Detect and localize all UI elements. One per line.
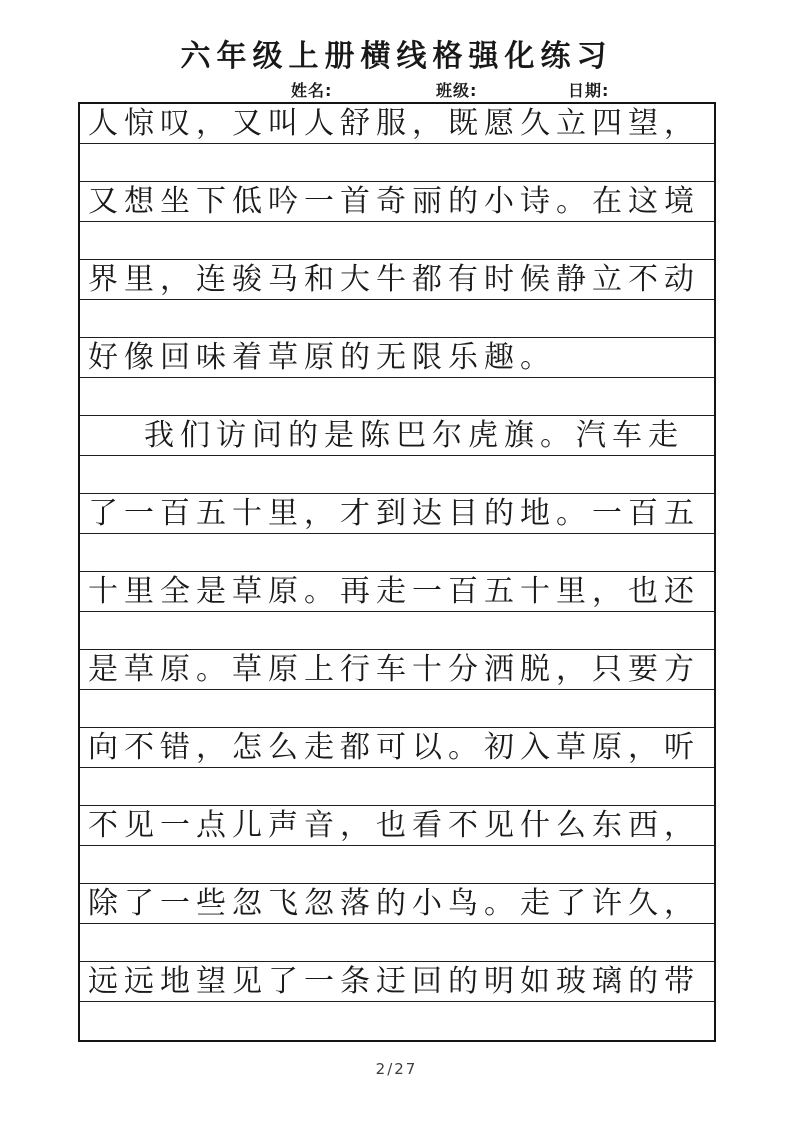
text-row: 好像回味着草原的无限乐趣。 <box>80 338 714 378</box>
page-title: 六年级上册横线格强化练习 <box>180 39 613 74</box>
practice-blank-row <box>80 534 714 572</box>
practice-blank-row <box>80 690 714 728</box>
practice-blank-row <box>80 924 714 962</box>
practice-blank-row <box>80 222 714 260</box>
text-row: 我们访问的是陈巴尔虎旗。汽车走 <box>80 416 714 456</box>
text-row: 不见一点儿声音，也看不见什么东西， <box>80 806 714 846</box>
text-row: 了一百五十里，才到达目的地。一百五 <box>80 494 714 534</box>
text-row: 十里全是草原。再走一百五十里，也还 <box>80 572 714 612</box>
practice-blank-row <box>80 144 714 182</box>
page-number: 2/27 <box>375 1060 418 1078</box>
text-row: 向不错，怎么走都可以。初入草原，听 <box>80 728 714 768</box>
practice-blank-row <box>80 1002 714 1040</box>
text-row: 远远地望见了一条迂回的明如玻璃的带 <box>80 962 714 1002</box>
text-row: 又想坐下低吟一首奇丽的小诗。在这境 <box>80 182 714 222</box>
class-field-label: 班级: <box>436 81 478 100</box>
practice-blank-row <box>80 846 714 884</box>
text-row: 是草原。草原上行车十分洒脱，只要方 <box>80 650 714 690</box>
header-fields <box>0 78 793 100</box>
text-row: 除了一些忽飞忽落的小鸟。走了许久， <box>80 884 714 924</box>
practice-grid <box>78 102 716 1042</box>
practice-blank-row <box>80 378 714 416</box>
practice-blank-row <box>80 456 714 494</box>
date-field-label: 日期: <box>568 81 610 100</box>
text-row: 界里，连骏马和大牛都有时候静立不动 <box>80 260 714 300</box>
practice-blank-row <box>80 768 714 806</box>
practice-blank-row <box>80 300 714 338</box>
text-row: 人惊叹，又叫人舒服，既愿久立四望， <box>80 104 714 144</box>
practice-blank-row <box>80 612 714 650</box>
name-field-label: 姓名: <box>291 81 333 100</box>
